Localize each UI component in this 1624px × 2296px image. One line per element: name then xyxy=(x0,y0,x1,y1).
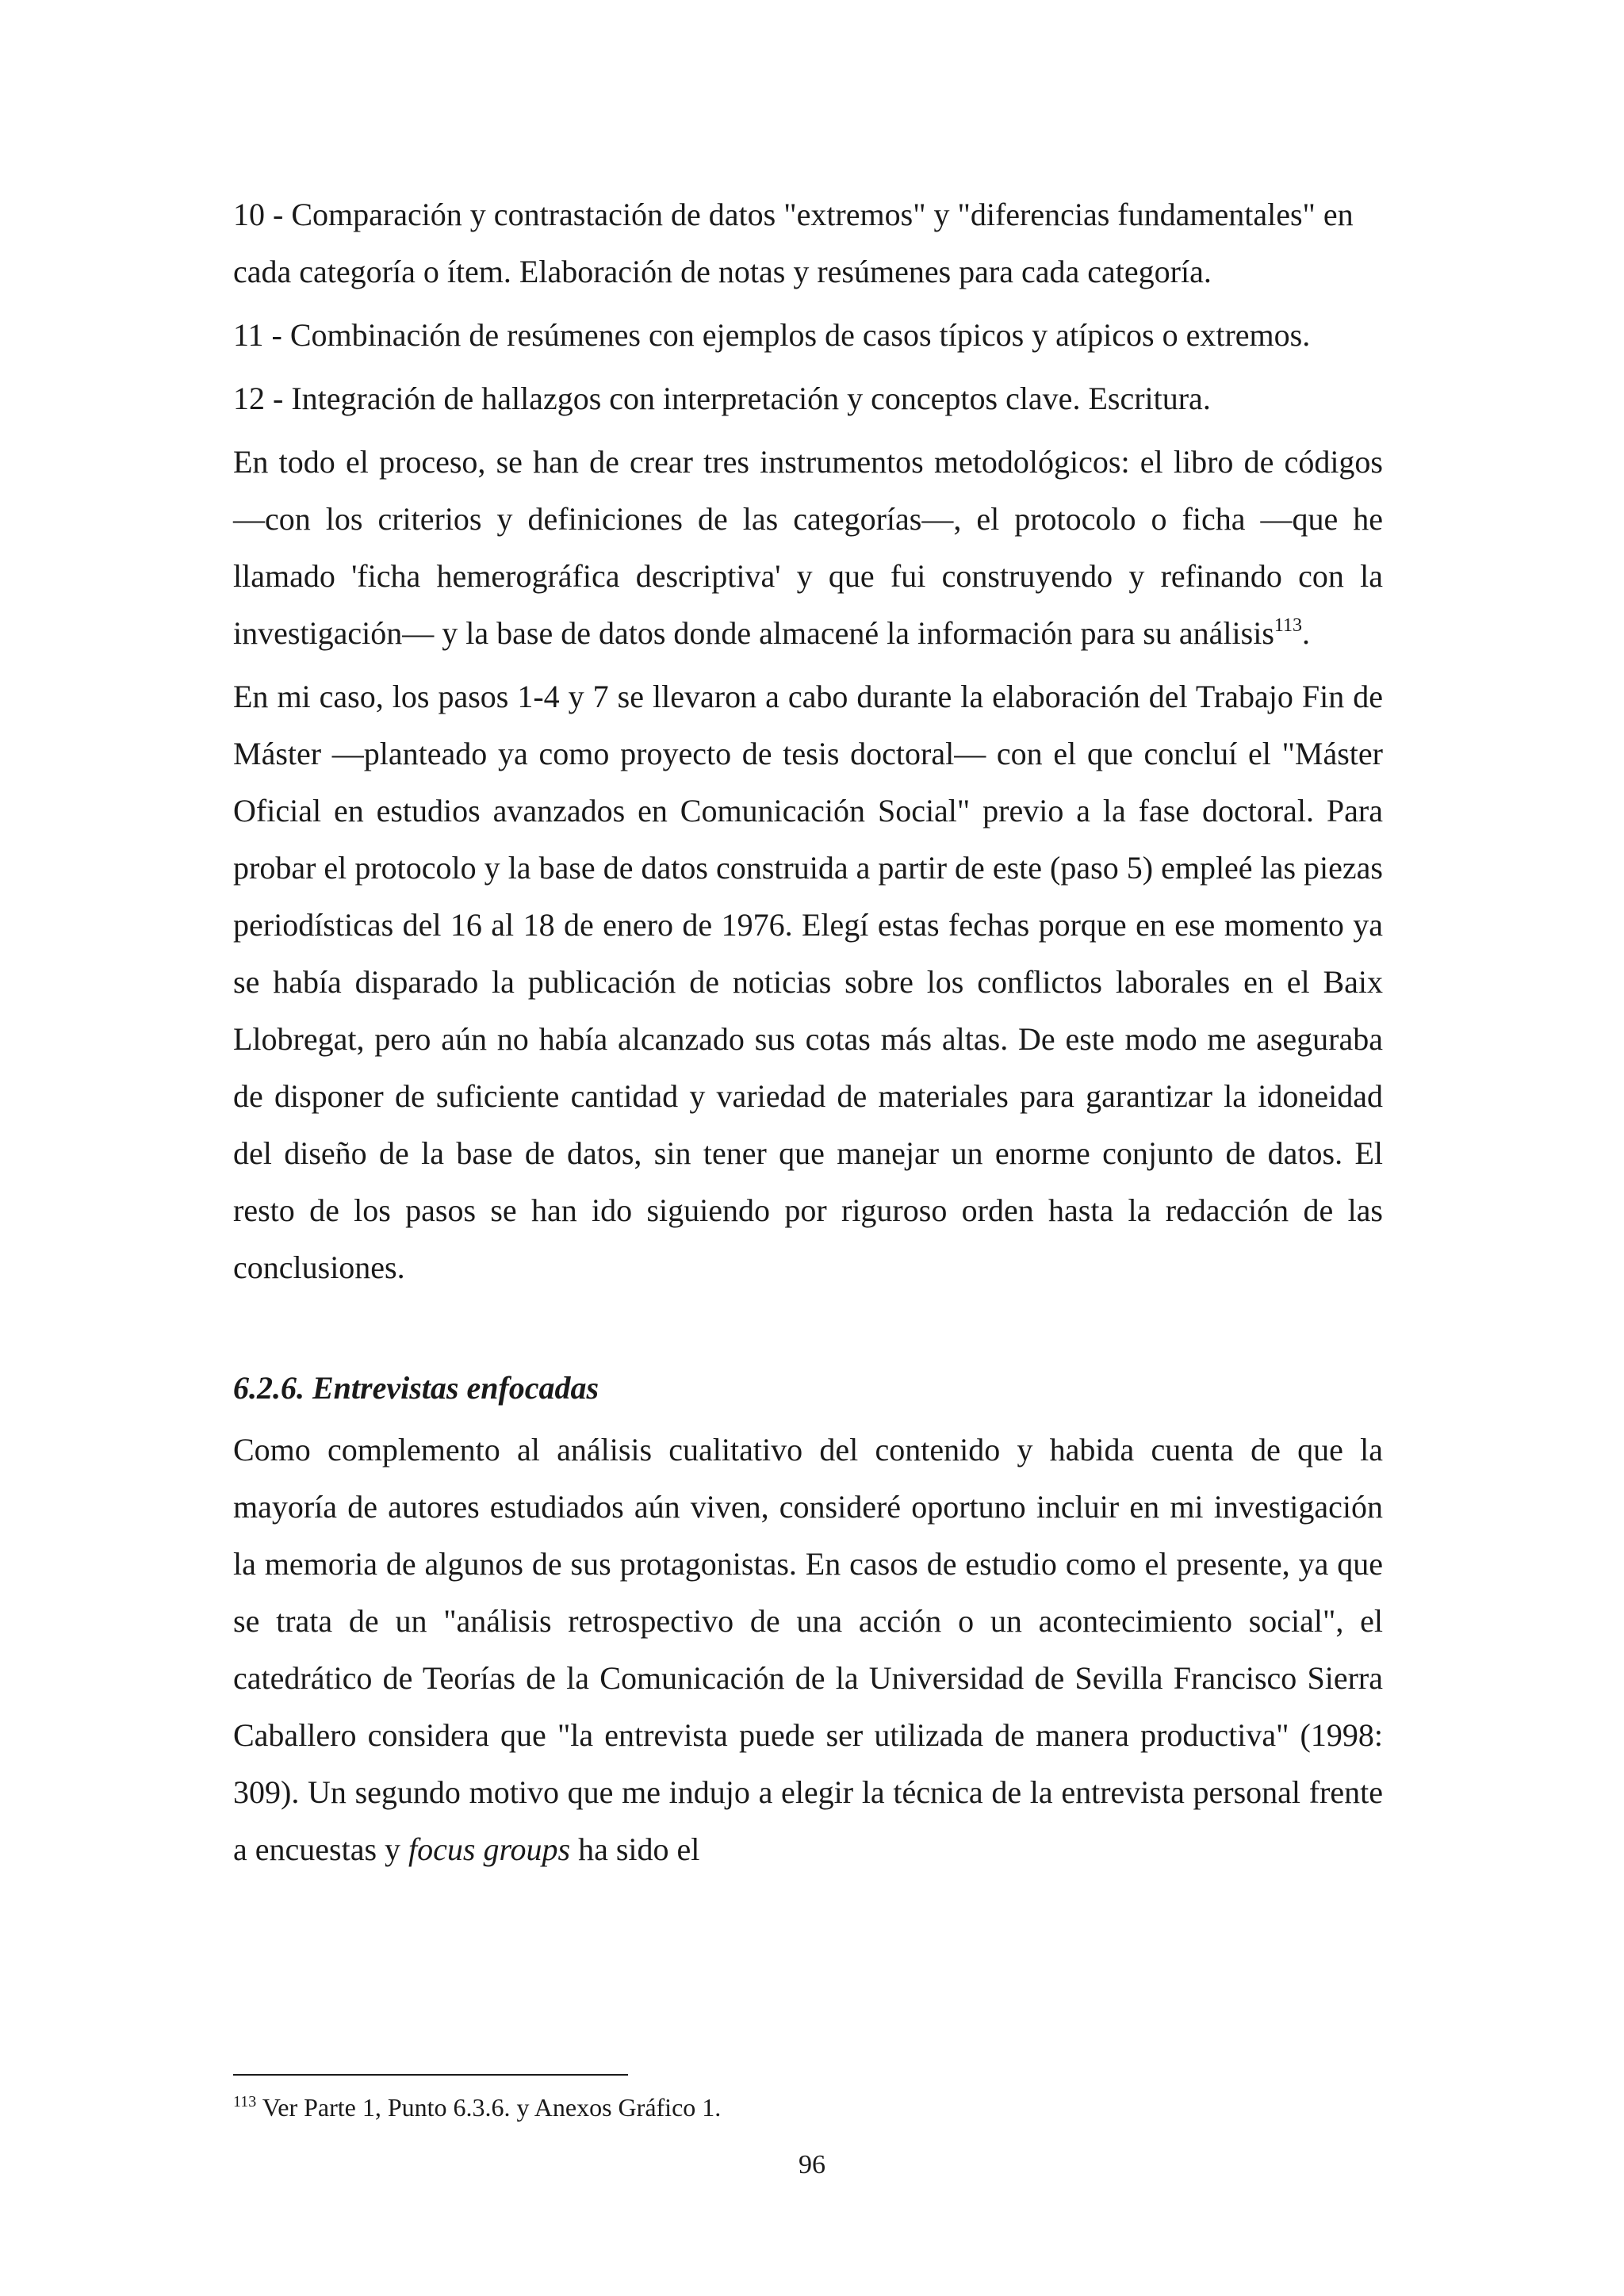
paragraph-instruments-text: En todo el proceso, se han de crear tres instrumentos metodológicos: el libro de códigos —con los criterios y definiciones de las categorías—, el protocolo o ficha —que he llamado 'ficha hemerográfica descriptiva' y que fui construyendo y refinando con la investigación— y la base de datos donde almacené la información para su análisis xyxy=(233,444,1383,651)
section-heading: 6.2.6. Entrevistas enfocadas xyxy=(233,1370,599,1406)
paragraph-interviews-end: ha sido el xyxy=(570,1831,700,1867)
list-item-11: 11 - Combinación de resúmenes con ejemplos de casos típicos y atípicos o extremos. xyxy=(233,317,1311,353)
page-number: 96 xyxy=(799,2150,825,2179)
footnote-text: Ver Parte 1, Punto 6.3.6. y Anexos Gráfico 1. xyxy=(256,2093,722,2122)
footnote-rule xyxy=(233,2074,628,2076)
list-item-12: 12 - Integración de hallazgos con interpretación y conceptos clave. Escritura. xyxy=(233,381,1211,416)
footnote xyxy=(233,2090,721,2125)
footnote-ref-113[interactable]: 113 xyxy=(1274,615,1302,636)
paragraph-instruments-end: . xyxy=(1302,615,1310,651)
paragraph-interviews-text: Como complemento al análisis cualitativo del contenido y habida cuenta de que la mayoría de autores estudiados aún viven, consideré oportuno incluir en mi investigación la memoria de algunos de sus protagonistas. En casos de estudio como el presente, ya que se trata de un "análisis retrospectivo de una acción o un acontecimiento social", el catedrático de Teorías de la Comunicación de la Universidad de Sevilla Francisco Sierra Caballero considera que "la entrevista puede ser utilizada de manera productiva" (1998: 309). Un segundo motivo que me indujo a elegir la técnica de la entrevista personal frente a encuestas y xyxy=(233,1432,1383,1867)
paragraph-instruments xyxy=(233,434,1383,662)
page-body xyxy=(233,186,1383,1885)
paragraph-steps: En mi caso, los pasos 1-4 y 7 se llevaron a cabo durante la elaboración del Trabajo Fin de Máster —planteado ya como proyecto de tesis doctoral— con el que concluí el "Máster Oficial en estudios avanzados en Comunicación Social" previo a la fase doctoral. Para probar el protocolo y la base de datos construida a partir de este (paso 5) empleé las piezas periodísticas del 16 al 18 de enero de 1976. Elegí estas fechas porque en ese momento ya se había disparado la publicación de noticias sobre los conflictos laborales en el Baix Llobregat, pero aún no había alcanzado sus cotas más altas. De este modo me aseguraba de disponer de suficiente cantidad y variedad de materiales para garantizar la idoneidad del diseño de la base de datos, sin tener que manejar un enorme conjunto de datos. El resto de los pasos se han ido siguiendo por riguroso orden hasta la redacción de las conclusiones. xyxy=(233,679,1383,1285)
footnote-number: 113 xyxy=(233,2093,257,2110)
paragraph-interviews xyxy=(233,1422,1383,1878)
paragraph-interviews-italic: focus groups xyxy=(408,1831,571,1867)
list-item-10: 10 - Comparación y contrastación de datos "extremos" y "diferencias fundamentales" en cada categoría o ítem. Elaboración de notas y resúmenes para cada categoría. xyxy=(233,197,1354,289)
